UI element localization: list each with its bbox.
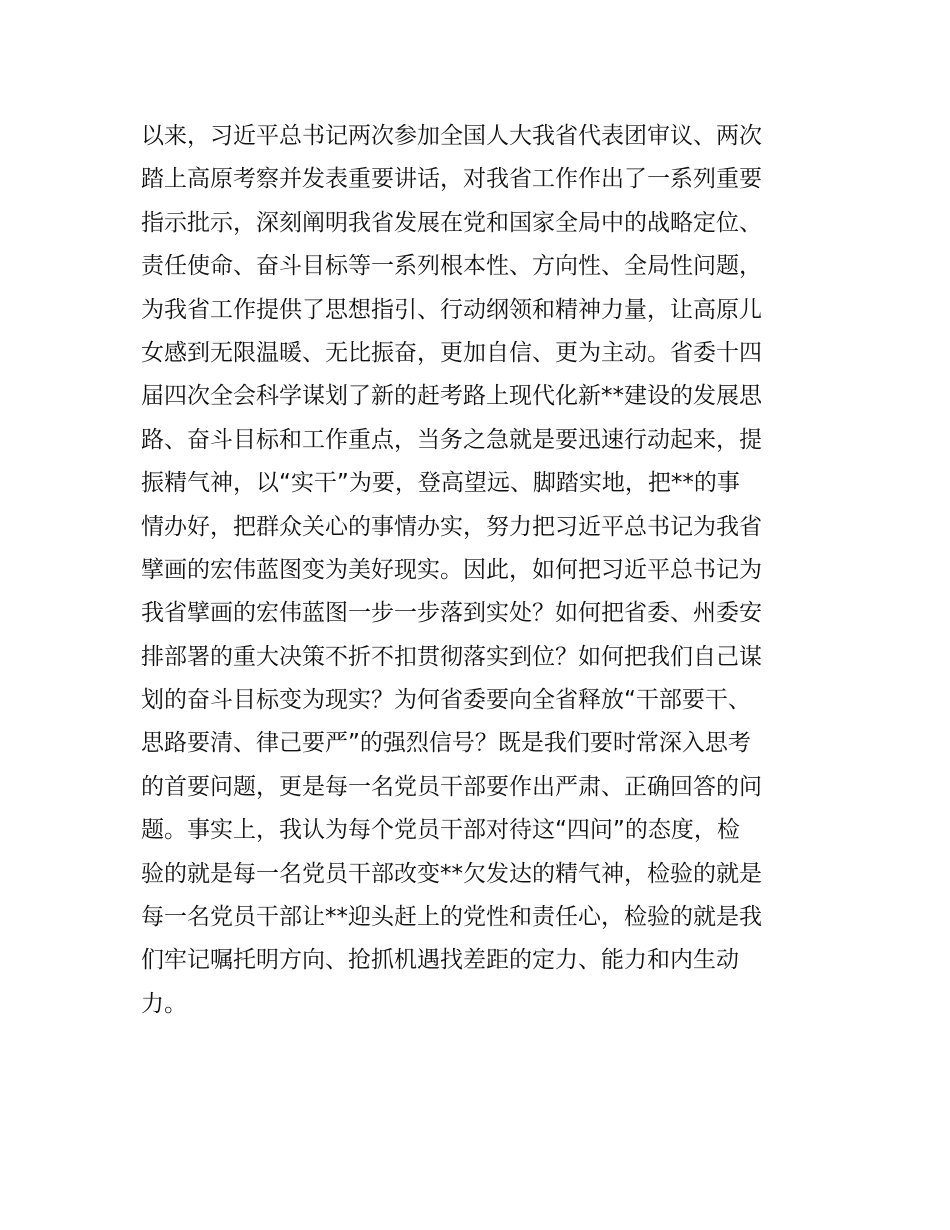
- text-line-7: 届四次全会科学谋划了新的赶考路上现代化新**建设的发展思: [141, 383, 762, 410]
- text-line-8: 路、奋斗目标和工作重点，当务之急就是要迅速行动起来，提: [141, 426, 762, 453]
- body-paragraph: [141, 115, 821, 1026]
- text-line-21: 力。: [141, 990, 187, 1017]
- text-line-3: 指示批示，深刻阐明我省发展在党和国家全局中的战略定位、: [141, 209, 762, 236]
- text-line-20: 们牢记嘱托明方向、抢抓机遇找差距的定力、能力和内生动: [141, 947, 739, 974]
- text-line-14: 划的奋斗目标变为现实？为何省委要向全省释放“干部要干、: [141, 687, 751, 714]
- text-line-19: 每一名党员干部让**迎头赶上的党性和责任心，检验的就是我: [141, 904, 762, 931]
- text-line-9: 振精气神，以“实干”为要，登高望远、脚踏实地，把**的事: [141, 470, 740, 497]
- text-line-5: 为我省工作提供了思想指引、行动纲领和精神力量，让高原儿: [141, 296, 762, 323]
- text-line-2: 踏上高原考察并发表重要讲话，对我省工作作出了一系列重要: [141, 166, 762, 193]
- text-line-10: 情办好，把群众关心的事情办实，努力把习近平总书记为我省: [141, 513, 762, 540]
- text-line-11: 擘画的宏伟蓝图变为美好现实。因此，如何把习近平总书记为: [141, 556, 762, 583]
- text-line-18: 验的就是每一名党员干部改变**欠发达的精气神，检验的就是: [141, 860, 762, 887]
- text-line-1: 以来，习近平总书记两次参加全国人大我省代表团审议、两次: [141, 123, 762, 149]
- text-line-4: 责任使命、奋斗目标等一系列根本性、方向性、全局性问题，: [141, 253, 762, 280]
- text-line-13: 排部署的重大决策不折不扣贯彻落实到位？如何把我们自己谋: [141, 643, 762, 670]
- text-line-6: 女感到无限温暖、无比振奋，更加自信、更为主动。省委十四: [141, 339, 762, 366]
- text-line-17: 题。事实上，我认为每个党员干部对待这“四问”的态度，检: [141, 817, 740, 844]
- text-line-16: 的首要问题，更是每一名党员干部要作出严肃、正确回答的问: [141, 773, 762, 800]
- text-line-12: 我省擘画的宏伟蓝图一步一步落到实处？如何把省委、州委安: [141, 600, 762, 627]
- text-line-15: 思路要清、律己要严”的强烈信号？既是我们要时常深入思考: [141, 730, 751, 757]
